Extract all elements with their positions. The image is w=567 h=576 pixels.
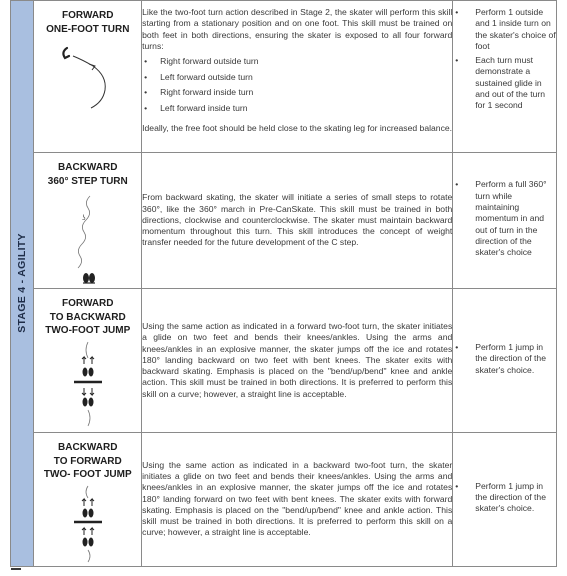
skill-cell (34, 289, 142, 433)
skills-page (10, 0, 557, 566)
table-row (11, 289, 557, 433)
goal-cell (453, 289, 557, 433)
skill-description: Using the same action as indicated in a forward two-foot turn, the skater initiates a glide on two feet and bends their knees/ankles. Using the arms and knees/ankles in an explosive manner, the skater jumps off the ice and rotates 180° landing backward on two feet with bent knees. The skater exits with backward skating. Emphasis is placed on the "bend/up/bend" knee and ankle action. This skill must be trained in both directions. It is preferred to perform this skill on a curve; however, a straight line is acceptable. (142, 320, 453, 399)
backward-forward-jump-diagram (68, 484, 108, 566)
goal-cell (453, 433, 557, 567)
goal-cell (453, 1, 557, 153)
table-row (11, 1, 557, 153)
list-item: • Left forward inside turn (142, 101, 452, 117)
skill-name: BACKWARD 360° STEP TURN (47, 162, 128, 187)
goal-item: • Perform 1 outside and 1 inside turn on the skater's choice of foot (453, 7, 556, 52)
goal-cell (453, 153, 557, 289)
step-turn-diagram (68, 190, 108, 288)
stage-label: STAGE 4 - AGILITY (16, 233, 29, 334)
goal-item: • Each turn must demonstrate a sustained glide in and out of the turn for 1 second (453, 55, 556, 111)
goal-item: • Perform a full 360° turn while maintaining momentum in and out of turn in the direction of the skater's choice (453, 179, 556, 258)
list-item: • Right forward inside turn (142, 85, 452, 101)
goal-item: • Perform 1 jump in the direction of the skater's choice. (453, 481, 556, 515)
list-item: • Right forward outside turn (142, 54, 452, 70)
svg-text:ʖ: ʖ (81, 214, 86, 222)
description-cell (142, 153, 453, 289)
skill-cell (34, 153, 142, 289)
skill-cell (34, 1, 142, 153)
stage-column (11, 1, 34, 567)
goal-item: • Perform 1 jump in the direction of the skater's choice. (453, 342, 556, 376)
skill-description-note: Ideally, the free foot should be held close to the skating leg for increased balance. (142, 122, 453, 133)
skill-cell (34, 433, 142, 567)
one-foot-turn-diagram (53, 38, 123, 118)
table-row (11, 153, 557, 289)
skills-table (10, 0, 557, 567)
description-cell (142, 1, 453, 153)
skill-description: Using the same action as indicated in a backward two-foot turn, the skater initiates a glide on two feet and bends their knees/ankles. Using the arms and knees/ankles in an explosive manner, the skater jumps off the ice and rotates 180° landing forward on two feet with bent knees. The skater exits with forward skating. Emphasis is placed on the "bend/up/bend" knee and ankle action. This skill must be trained in both directions. It is preferred to perform this skill on a curve; however, a straight line is acceptable. (142, 459, 453, 538)
list-item: • Left forward outside turn (142, 70, 452, 86)
skill-description: From backward skating, the skater will initiate a series of small steps to rotate 360°, like the 360° march in Pre-CanSkate. This skill must be trained in both directions, clockwise and counterclockwise. The skater must maintain backward momentum throughout this turn. This skill introduces the concept of weight transfer needed for the future development of the C step. (142, 192, 453, 248)
skill-description: Like the two-foot turn action described in Stage 2, the skater will perform this skill starting from a stationary position and on one foot. This skill must be trained on both feet in both directions, ensuring the skater is exposed to all four forward turns: (142, 7, 453, 51)
footer-rule (11, 568, 21, 573)
skill-name: FORWARD ONE-FOOT TURN (46, 10, 130, 35)
table-row (11, 433, 557, 567)
description-cell (142, 433, 453, 567)
forward-backward-jump-diagram (68, 340, 108, 432)
skill-name: FORWARD TO BACKWARD TWO-FOOT JUMP (45, 298, 131, 336)
page-footer (0, 568, 567, 576)
skill-name: BACKWARD TO FORWARD TWO- FOOT JUMP (43, 442, 132, 480)
description-cell (142, 289, 453, 433)
turn-list (142, 54, 452, 116)
